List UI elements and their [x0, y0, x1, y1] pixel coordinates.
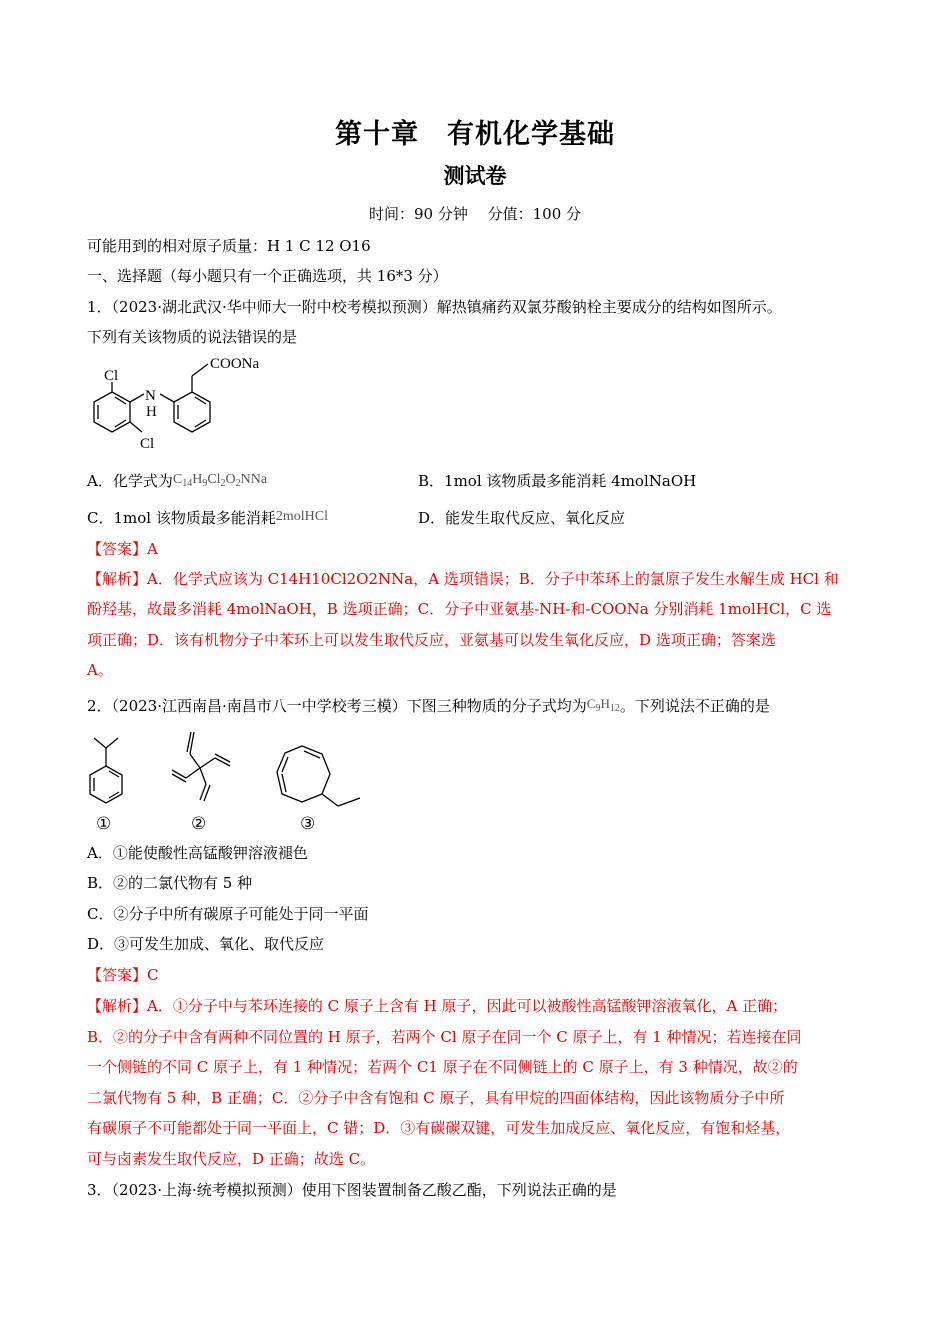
q1-analysis-line2: 酚羟基，故最多消耗 4molNaOH，B 选项正确；C．分子中亚氨基-NH-和-COONa 分别消耗 1molHCl，C 选	[87, 600, 832, 618]
q2-analysis-line1: 【解析】A．①分子中与苯环连接的 C 原子上含有 H 原子，因此可以被酸性高锰酸钾溶液氧化，A 正确；	[87, 997, 788, 1015]
q2-stem: 2．（2023·江西南昌·南昌市八一中学校考三模）下图三种物质的分子式均为$C_9H_{12}$。下列说法不正确的是	[87, 696, 770, 715]
q1-analysis-line1: 【解析】A．化学式应该为 C14H10Cl2O2NNa，A 选项错误；B．分子中苯环上的氯原子发生水解生成 HCl 和	[87, 570, 839, 588]
q1-option-d: D．能发生取代反应、氧化反应	[418, 509, 626, 527]
q1-structure-figure	[82, 350, 292, 462]
q3-stem: 3．（2023·上海·统考模拟预测）使用下图装置制备乙酸乙酯，下列说法正确的是	[87, 1181, 617, 1199]
q2-analysis-line6: 可与卤素发生取代反应，D 正确；故选 C。	[87, 1150, 376, 1168]
q2-label-3: ③	[300, 814, 316, 833]
q2-analysis-line5: 有碳原子不可能都处于同一平面上，C 错；D．③有碳碳双键，可发生加成反应、氧化反应，有饱和烃基，	[87, 1119, 791, 1137]
q2-option-c: C．②分子中所有碳原子可能处于同一平面	[87, 905, 369, 923]
q2-option-a: A．①能使酸性高锰酸钾溶液褪色	[87, 844, 308, 862]
q1-option-a-formula: $C_{14}H_9Cl_2O_2NNa$	[172, 472, 268, 489]
q1-option-b: B．1mol 该物质最多能消耗 4molNaOH	[418, 472, 697, 490]
q1-option-c: C．1mol 该物质最多能消耗2molHCl	[87, 509, 328, 527]
section-heading: 一、选择题（每小题只有一个正确选项，共 16*3 分）	[87, 267, 448, 285]
q1-label-h: H	[146, 404, 157, 420]
q2-label-2: ②	[191, 814, 207, 833]
q1-label-coona: COONa	[210, 356, 260, 372]
atomic-mass-line: 可能用到的相对原子质量：H 1 C 12 O16	[87, 237, 371, 255]
chapter-title: 第十章 有机化学基础	[335, 119, 615, 150]
q1-stem-line1: 1．（2023·湖北武汉·华中师大一附中校考模拟预测）解热镇痛药双氯芬酸钠栓主要成分的结构如图所示。	[87, 298, 782, 316]
q1-analysis-line3: 项正确；D．该有机物分子中苯环上可以发生取代反应，亚氨基可以发生氧化反应，D 选项正确；答案选	[87, 631, 776, 649]
q2-option-b: B．②的二氯代物有 5 种	[87, 874, 253, 892]
q2-analysis-line4: 二氯代物有 5 种，B 正确；C．②分子中含有饱和 C 原子，具有甲烷的四面体结构，因此该物质分子中所	[87, 1089, 785, 1107]
q2-analysis-line3: 一个侧链的不同 C 原子上，有 1 种情况；若两个 C1 原子在不同侧链上的 C 原子上，有 3 种情况，故②的	[87, 1058, 798, 1076]
q2-answer: 【答案】C	[87, 966, 159, 984]
test-subtitle: 测试卷	[443, 163, 507, 188]
q1-option-c-value: 2molHCl	[275, 509, 328, 524]
q1-option-a: A．化学式为$C_{14}H_9Cl_2O_2NNa$	[87, 472, 268, 490]
q1-label-cl-top: Cl	[104, 368, 119, 384]
q2-structures-figure	[82, 726, 382, 836]
q1-analysis-line4: A。	[87, 661, 113, 679]
q2-stem-formula: $C_9H_{12}$	[586, 696, 620, 714]
q2-label-1: ①	[96, 814, 112, 833]
q1-stem-line2: 下列有关该物质的说法错误的是	[87, 328, 298, 346]
q2-analysis-line2: B．②的分子中含有两种不同位置的 H 原子，若两个 Cl 原子在同一个 C 原子上，有 1 种情况；若连接在同	[87, 1028, 802, 1046]
time-score-info: 时间：90 分钟 分值：100 分	[368, 205, 582, 223]
q1-answer: 【答案】A	[87, 540, 158, 558]
q1-label-cl-bottom: Cl	[140, 436, 155, 452]
q2-option-d: D．③可发生加成、氧化、取代反应	[87, 935, 325, 953]
q1-label-n: N	[145, 388, 156, 404]
